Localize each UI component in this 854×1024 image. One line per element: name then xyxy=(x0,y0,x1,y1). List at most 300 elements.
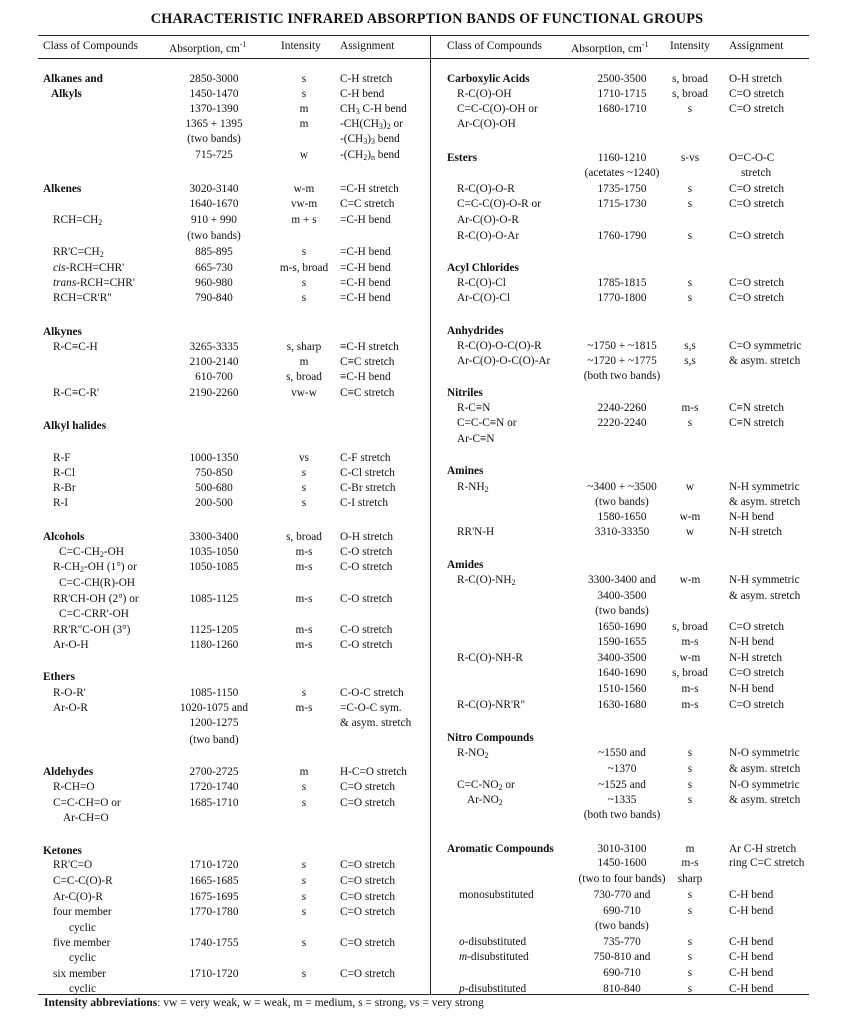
intensity-value: s,s xyxy=(684,355,696,367)
absorption-value: 1050-1085 xyxy=(189,561,239,573)
absorption-value: 1640-1670 xyxy=(189,198,239,210)
assignment-value: C=O stretch xyxy=(340,906,396,918)
table-row xyxy=(0,276,854,292)
intensity-value: s-vs xyxy=(680,152,700,164)
assignment-value: Ar C-H stretch xyxy=(729,843,797,855)
compound-class: $R-CH_2-OH$ (1°) or xyxy=(53,561,137,574)
table-row xyxy=(0,638,854,654)
assignment-value: =C-H bend xyxy=(340,262,391,274)
absorption-value: 1710-1715 xyxy=(597,88,647,100)
compound-class: RR'N-H xyxy=(457,526,495,538)
table-row xyxy=(0,324,854,340)
absorption-value: 1590-1655 xyxy=(597,636,647,648)
absorption-value: 1085-1150 xyxy=(189,687,239,699)
assignment-value: ring C=C stretch xyxy=(729,857,805,869)
compound-class-heading: Alkenes xyxy=(43,183,82,195)
absorption-value: (two bands) xyxy=(595,496,649,508)
intensity-value: s xyxy=(301,467,307,479)
absorption-value: 1180-1260 xyxy=(189,639,239,651)
absorption-value: ~1550 and xyxy=(598,747,646,759)
absorption-value: 790-840 xyxy=(195,292,233,304)
compound-class: Ar-O-R xyxy=(53,702,88,714)
compound-class-heading: Esters xyxy=(447,152,478,164)
table-row xyxy=(0,666,854,682)
header-intensity-left: Intensity xyxy=(281,40,321,52)
compound-class-heading: Alkyl halides xyxy=(43,420,107,432)
table-row xyxy=(0,197,854,213)
compound-class: R-C≡C-H xyxy=(53,341,98,353)
table-row xyxy=(0,872,854,888)
assignment-value: stretch xyxy=(741,167,772,179)
compound-class: cyclic xyxy=(69,922,96,934)
absorption-value: 1735-1750 xyxy=(597,183,647,195)
table-row xyxy=(0,261,854,277)
intensity-value: s xyxy=(301,891,307,903)
table-row xyxy=(0,481,854,497)
assignment-value: C-H bend xyxy=(729,983,774,995)
intensity-value: s xyxy=(301,797,307,809)
absorption-value: ~1335 xyxy=(607,794,637,806)
compound-class-heading: Anhydrides xyxy=(447,325,504,337)
compound-class: C=C-CRR'-OH xyxy=(59,608,129,620)
assignment-value: C=O stretch xyxy=(340,968,396,980)
assignment-value: $-CH(CH_3)_2$ or xyxy=(340,118,403,131)
absorption-value: 3400-3500 xyxy=(597,590,647,602)
intensity-value: m + s xyxy=(291,214,317,226)
intensity-value: s xyxy=(687,905,693,917)
table-row xyxy=(0,530,854,546)
table-row xyxy=(0,919,854,935)
intensity-value: s,s xyxy=(684,340,696,352)
intensity-value: m-s xyxy=(681,683,699,695)
table-row xyxy=(0,87,854,103)
intensity-value: m xyxy=(299,118,309,130)
compound-class: o-disubstituted xyxy=(459,936,527,948)
table-row xyxy=(0,796,854,812)
assignment-value: C-Cl stretch xyxy=(340,467,395,479)
table-row xyxy=(0,733,854,749)
table-row xyxy=(0,72,854,88)
compound-class: Ar-C(O)-Cl xyxy=(457,292,511,304)
assignment-value: C-H stretch xyxy=(340,73,393,85)
table-row xyxy=(0,117,854,133)
assignment-value: N-O symmetric xyxy=(729,747,800,759)
table-row xyxy=(0,325,854,341)
intensity-value: m-s xyxy=(295,593,313,605)
absorption-value: ~1370 xyxy=(607,763,637,775)
table-row xyxy=(0,340,854,356)
intensity-value: s xyxy=(301,937,307,949)
table-row xyxy=(0,890,854,906)
assignment-value: C-O stretch xyxy=(340,546,393,558)
compound-class: R-C≡N xyxy=(457,402,491,414)
table-row xyxy=(0,808,854,824)
absorption-value: 3010-3100 xyxy=(597,843,647,855)
intensity-value: w-m xyxy=(679,652,701,664)
intensity-value: s xyxy=(687,747,693,759)
absorption-value: 1740-1755 xyxy=(189,937,239,949)
header-absorption-right: Absorption, $cm^{-1}$ xyxy=(571,40,649,55)
compound-class: RR'R"C-OH (3°) xyxy=(53,624,131,636)
intensity-value: m xyxy=(299,766,309,778)
table-row xyxy=(0,573,854,589)
intensity-value: s xyxy=(301,73,307,85)
table-row xyxy=(0,87,854,103)
compound-class: cyclic xyxy=(69,952,96,964)
table-row xyxy=(0,182,854,198)
intensity-value: w-m xyxy=(679,511,701,523)
absorption-value: 1085-1125 xyxy=(189,593,239,605)
intensity-value: s xyxy=(687,936,693,948)
table-row xyxy=(0,213,854,229)
absorption-value: 2500-3500 xyxy=(597,73,647,85)
table-row xyxy=(0,966,854,982)
assignment-value: C-O stretch xyxy=(340,639,393,651)
table-row xyxy=(0,604,854,620)
compound-class-heading: Carboxylic Acids xyxy=(447,73,530,85)
header-bottom-rule xyxy=(38,58,809,59)
intensity-value: s xyxy=(687,983,693,995)
compound-class: Ar-C(O)-O-C(O)-Ar xyxy=(457,355,551,367)
absorption-value: 1630-1680 xyxy=(597,699,647,711)
absorption-value: 2100-2140 xyxy=(189,356,239,368)
compound-class: $R-NO_2$ xyxy=(457,747,489,760)
header-top-rule xyxy=(38,35,809,36)
header-assignment-left: Assignment xyxy=(340,40,395,52)
assignment-value: H-C=O stretch xyxy=(340,766,407,778)
compound-class: R-F xyxy=(53,452,71,464)
table-row xyxy=(0,778,854,794)
absorption-value: 1450-1470 xyxy=(189,88,239,100)
table-row xyxy=(0,558,854,574)
assignment-value: C=O stretch xyxy=(340,781,396,793)
table-row xyxy=(0,401,854,417)
table-row xyxy=(0,369,854,385)
table-row xyxy=(0,560,854,576)
assignment-value: C-H bend xyxy=(729,951,774,963)
intensity-value: s, broad xyxy=(286,371,322,383)
table-row xyxy=(0,793,854,809)
compound-class: Ar-C≡N xyxy=(457,433,495,445)
column-divider xyxy=(430,35,431,994)
table-row xyxy=(0,276,854,292)
absorption-value: 1125-1205 xyxy=(189,624,239,636)
assignment-value: =C-H bend xyxy=(340,277,391,289)
table-row xyxy=(0,291,854,307)
table-row xyxy=(0,874,854,890)
absorption-value: (two bands) xyxy=(187,133,241,145)
header-intensity-right: Intensity xyxy=(670,40,710,52)
table-header xyxy=(0,40,854,56)
absorption-value: 1665-1685 xyxy=(189,875,239,887)
absorption-value: 1200-1275 xyxy=(189,717,239,729)
table-row xyxy=(0,935,854,951)
table-row xyxy=(0,545,854,561)
assignment-value: N-H bend xyxy=(729,511,774,523)
compound-class: R-C(O)-O-Ar xyxy=(457,230,520,242)
absorption-value: 960-980 xyxy=(195,277,233,289)
absorption-value: (acetates ~1240) xyxy=(584,167,660,179)
absorption-value: 730-770 and xyxy=(593,889,651,901)
compound-class: R-C(O)-Cl xyxy=(457,277,506,289)
compound-class-heading: Aldehydes xyxy=(43,766,94,778)
absorption-value: 1510-1560 xyxy=(597,683,647,695)
absorption-value: (two bands) xyxy=(595,920,649,932)
assignment-value: & asym. stretch xyxy=(729,355,801,367)
table-row xyxy=(0,780,854,796)
compound-class: RR'C=O xyxy=(53,859,93,871)
table-row xyxy=(0,102,854,118)
assignment-value: N-H symmetric xyxy=(729,481,800,493)
compound-class: C=C-C≡N or xyxy=(457,417,517,429)
absorption-value: 690-710 xyxy=(603,967,641,979)
intensity-value: m xyxy=(299,356,309,368)
table-row xyxy=(0,731,854,747)
intensity-value: m-s xyxy=(681,636,699,648)
absorption-value: 690-710 xyxy=(603,905,641,917)
assignment-value: =C-H bend xyxy=(340,246,391,258)
assignment-value: & asym. stretch xyxy=(729,763,801,775)
absorption-value: ~1750 + ~1815 xyxy=(587,340,657,352)
intensity-value: m-s xyxy=(681,402,699,414)
compound-class: p-disubstituted xyxy=(459,983,527,995)
table-row xyxy=(0,651,854,667)
intensity-value: w xyxy=(299,149,309,161)
compound-class-heading: Aromatic Compounds xyxy=(447,843,554,855)
absorption-value: 1640-1690 xyxy=(597,667,647,679)
compound-class: R-Cl xyxy=(53,467,75,479)
assignment-value: C≡C stretch xyxy=(340,387,395,399)
absorption-value: 1760-1790 xyxy=(597,230,647,242)
header-class-left: Class of Compounds xyxy=(43,40,138,52)
assignment-value: C-O-C stretch xyxy=(340,687,404,699)
table-row xyxy=(0,416,854,432)
compound-class-heading: Nitro Compounds xyxy=(447,732,534,744)
table-row xyxy=(0,480,854,496)
intensity-value: s xyxy=(301,906,307,918)
assignment-value: C=O stretch xyxy=(729,277,785,289)
assignment-value: ≡C-H bend xyxy=(340,371,391,383)
compound-class: C=C-C(O)-OH or xyxy=(457,103,538,115)
header-class-right: Class of Compounds xyxy=(447,40,542,52)
assignment-value: N-O symmetric xyxy=(729,779,800,791)
absorption-value: 2190-2260 xyxy=(189,387,239,399)
assignment-value: & asym. stretch xyxy=(340,717,412,729)
header-assignment-right: Assignment xyxy=(729,40,784,52)
absorption-value: 2700-2725 xyxy=(189,766,239,778)
intensity-value: s xyxy=(687,889,693,901)
table-row xyxy=(0,102,854,118)
assignment-value: N-H stretch xyxy=(729,526,783,538)
intensity-value: m xyxy=(299,103,309,115)
table-row xyxy=(0,701,854,717)
absorption-value: 3400-3500 xyxy=(597,652,647,664)
assignment-value: C-O stretch xyxy=(340,561,393,573)
assignment-value: & asym. stretch xyxy=(729,590,801,602)
assignment-value: C=O stretch xyxy=(729,699,785,711)
table-row xyxy=(0,811,854,827)
compound-class: RCH=CR'R" xyxy=(53,292,112,304)
compound-class: R-I xyxy=(53,497,69,509)
page-title: CHARACTERISTIC INFRARED ABSORPTION BANDS OF FUNCTIONAL GROUPS xyxy=(150,11,704,27)
table-row xyxy=(0,132,854,148)
assignment-value: C-H bend xyxy=(729,936,774,948)
absorption-value: (two band) xyxy=(189,734,239,746)
table-row xyxy=(0,495,854,511)
assignment-value: O-H stretch xyxy=(729,73,783,85)
table-row xyxy=(0,261,854,277)
compound-class: $RCH=CH_2$ xyxy=(53,214,103,227)
table-row xyxy=(0,291,854,307)
assignment-value: O-H stretch xyxy=(340,531,394,543)
assignment-value: C=O stretch xyxy=(340,875,396,887)
absorption-value: 750-810 and xyxy=(593,951,651,963)
table-row xyxy=(0,844,854,860)
intensity-value: s xyxy=(301,246,307,258)
intensity-value: s xyxy=(687,230,693,242)
absorption-value: 1770-1780 xyxy=(189,906,239,918)
assignment-value: C=O stretch xyxy=(340,937,396,949)
absorption-value: 1580-1650 xyxy=(597,511,647,523)
assignment-value: C=O stretch xyxy=(340,797,396,809)
assignment-value: C=O symmetric xyxy=(729,340,802,352)
intensity-value: s xyxy=(301,482,307,494)
assignment-value: C≡C stretch xyxy=(340,356,395,368)
intensity-value: m-s xyxy=(295,702,313,714)
compound-class: R-C(O)-O-R xyxy=(457,183,515,195)
intensity-value: s xyxy=(301,875,307,887)
absorption-value: 1720-1740 xyxy=(189,781,239,793)
table-row xyxy=(0,716,854,732)
table-row xyxy=(0,466,854,482)
compound-class: four member xyxy=(53,906,112,918)
assignment-value: C=O stretch xyxy=(729,198,785,210)
absorption-value: 610-700 xyxy=(195,371,233,383)
compound-class: cyclic xyxy=(69,983,96,995)
assignment-value: C≡N stretch xyxy=(729,417,785,429)
intensity-value: s xyxy=(687,951,693,963)
table-row xyxy=(0,525,854,541)
compound-class-heading: Acyl Chlorides xyxy=(447,262,519,274)
intensity-value: s, broad xyxy=(672,667,708,679)
table-row xyxy=(0,151,854,167)
assignment-value: =C-H bend xyxy=(340,292,391,304)
assignment-value: C-I stretch xyxy=(340,497,388,509)
assignment-value: C-H bend xyxy=(729,905,774,917)
intensity-value: w-m xyxy=(293,183,315,195)
table-row xyxy=(0,213,854,229)
intensity-value: s xyxy=(301,859,307,871)
absorption-value: 1680-1710 xyxy=(597,103,647,115)
table-row xyxy=(0,905,854,921)
compound-class: Ar-O-H xyxy=(53,639,89,651)
intensity-value: w-m xyxy=(679,574,701,586)
table-row xyxy=(0,620,854,636)
assignment-value: $-(CH_3)_3$ bend xyxy=(340,133,400,146)
assignment-value: N-H bend xyxy=(729,636,774,648)
intensity-value: s xyxy=(687,292,693,304)
table-row xyxy=(0,510,854,526)
assignment-value: N-H bend xyxy=(729,683,774,695)
compound-class-heading: Nitriles xyxy=(447,387,483,399)
compound-class: monosubstituted xyxy=(459,889,534,901)
compound-class: R-CH=O xyxy=(53,781,95,793)
assignment-value: C-H bend xyxy=(729,889,774,901)
compound-class: Ar-C(O)-O-R xyxy=(457,214,519,226)
absorption-value: 1710-1720 xyxy=(189,968,239,980)
absorption-value: 715-725 xyxy=(195,149,233,161)
table-row xyxy=(0,686,854,702)
absorption-value: 3310-33350 xyxy=(594,526,650,538)
table-row xyxy=(0,856,854,872)
table-row xyxy=(0,746,854,762)
absorption-value: 200-500 xyxy=(195,497,233,509)
compound-class: Ar-C(O)-OH xyxy=(457,118,516,130)
absorption-value: (two to four bands) xyxy=(578,873,666,885)
absorption-value: ~1720 + ~1775 xyxy=(587,355,657,367)
assignment-value: C=O stretch xyxy=(729,621,785,633)
compound-class: R-O-R' xyxy=(53,687,86,699)
intensity-value: s, sharp xyxy=(286,341,322,353)
assignment-value: C-Br stretch xyxy=(340,482,396,494)
table-row xyxy=(0,682,854,698)
assignment-value: C=O stretch xyxy=(729,667,785,679)
compound-class: R-Br xyxy=(53,482,76,494)
absorption-value: 1450-1600 xyxy=(597,857,647,869)
assignment-value: C-H bend xyxy=(729,967,774,979)
table-row xyxy=(0,904,854,920)
table-row xyxy=(0,888,854,904)
intensity-value: s xyxy=(301,968,307,980)
table-row xyxy=(0,72,854,88)
absorption-value: 1650-1690 xyxy=(597,621,647,633)
assignment-value: C-F stretch xyxy=(340,452,391,464)
intensity-value: vw-m xyxy=(290,198,318,210)
assignment-value: =C-H stretch xyxy=(340,183,399,195)
assignment-value: =C-H bend xyxy=(340,214,391,226)
table-row xyxy=(0,858,854,874)
intensity-value: s xyxy=(301,277,307,289)
absorption-value: 3300-3400 xyxy=(189,531,239,543)
table-row xyxy=(0,698,854,714)
footer-text: : vw = very weak, w = weak, m = medium, s = strong, vs = very strong xyxy=(157,997,484,1009)
absorption-value: 1370-1390 xyxy=(189,103,239,115)
intensity-value: s, broad xyxy=(672,73,708,85)
assignment-value: C-O stretch xyxy=(340,624,393,636)
intensity-value: s xyxy=(687,183,693,195)
intensity-value: s, broad xyxy=(672,621,708,633)
table-row xyxy=(0,762,854,778)
table-row xyxy=(0,576,854,592)
compound-class-heading: Ethers xyxy=(43,671,76,683)
intensity-value: s xyxy=(301,497,307,509)
compound-class-heading: Amines xyxy=(447,465,484,477)
assignment-value: C=O stretch xyxy=(729,292,785,304)
absorption-value: 500-680 xyxy=(195,482,233,494)
intensity-value: s, broad xyxy=(286,531,322,543)
absorption-value: 1785-1815 xyxy=(597,277,647,289)
intensity-value: m-s xyxy=(681,857,699,869)
compound-class-heading: Alcohols xyxy=(43,531,85,543)
absorption-value: 665-730 xyxy=(195,262,233,274)
absorption-value: 1675-1695 xyxy=(189,891,239,903)
table-row xyxy=(0,623,854,639)
table-row xyxy=(0,355,854,371)
assignment-value: C-O stretch xyxy=(340,593,393,605)
table-row xyxy=(0,197,854,213)
compound-class: five member xyxy=(53,937,111,949)
assignment-value: C=O stretch xyxy=(340,891,396,903)
